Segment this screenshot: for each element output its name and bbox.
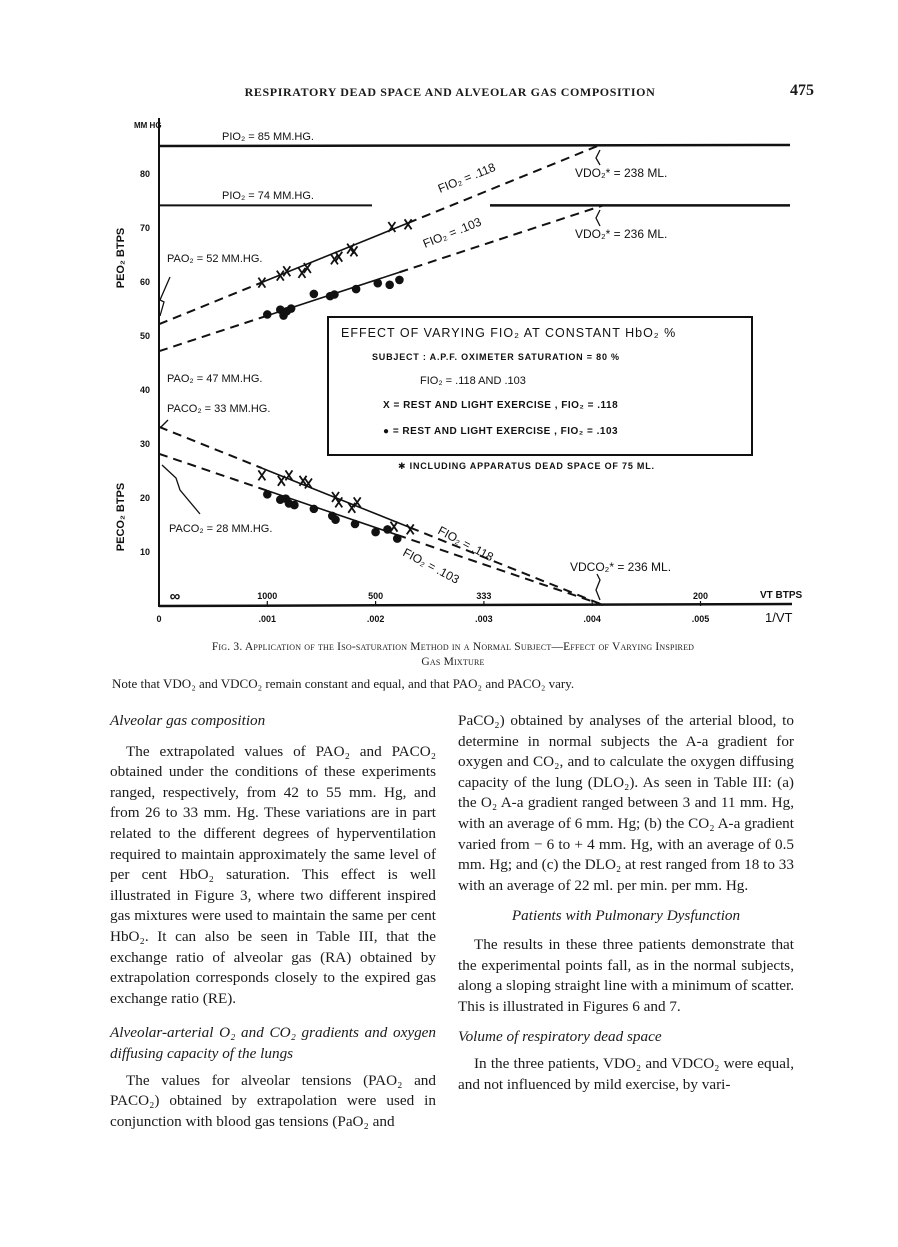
extrapolation-line — [159, 316, 267, 352]
x-axis-label: 1/VT — [765, 610, 793, 625]
vdo2-236-arrow — [596, 210, 600, 226]
paco2-28-arrow — [162, 465, 200, 514]
vt-tick-label: 200 — [692, 591, 709, 601]
data-point-dot — [290, 501, 299, 510]
legend-box — [328, 317, 752, 471]
data-point-dot — [330, 290, 339, 299]
figure-caption: Fig. 3. Application of the Iso-saturation Method in a Normal Subject—Effect of Varying Inspired — [211, 641, 695, 653]
data-point-dot — [351, 520, 360, 529]
vt-tick-label: 500 — [368, 591, 384, 601]
y-unit-label: MM HG — [134, 121, 162, 130]
y-tick-label: 30 — [139, 439, 150, 449]
data-point-dot — [371, 528, 380, 537]
y-label-co2: PECO₂ BTPS — [115, 482, 127, 552]
data-point-x — [388, 222, 395, 232]
vdco2-236-arrow — [596, 574, 600, 600]
legend-title: EFFECT OF VARYING FIO₂ AT CONSTANT HbO₂ % — [341, 326, 677, 340]
section-heading: Alveolar-arterial O₂ and CO₂ gradients and oxygen diffusing capacity of the lungs — [110, 1024, 436, 1062]
y-tick-label: 70 — [139, 223, 150, 233]
fio2-118-co2-label: FIO₂ = .118 — [435, 523, 496, 565]
legend-x-entry: X = REST AND LIGHT EXERCISE , FIO₂ = .118 — [383, 400, 619, 411]
pio2-74-label: PIO₂ = 74 MM.HG. — [222, 190, 314, 202]
vt-tick-label: 1000 — [257, 591, 278, 601]
figure-note: Note that VDO₂ and VDCO₂ remain constant and equal, and that PAO₂ and PACO₂ vary. — [112, 676, 575, 691]
x-tick-label: .002 — [366, 614, 385, 624]
vdco2-236-label: VDCO₂* = 236 ML. — [570, 560, 672, 574]
data-point-dot — [393, 534, 402, 543]
paragraph: In the three patients, VDO₂ and VDCO₂ were equal, and not influenced by mild exercise, by vari- — [458, 1054, 794, 1093]
x-tick-label: .005 — [691, 614, 710, 624]
data-point-x — [278, 476, 285, 486]
section-heading: Patients with Pulmonary Dysfunction — [511, 907, 741, 925]
pao2-47-label: PAO₂ = 47 MM.HG. — [167, 373, 263, 385]
paragraph: The extrapolated values of PAO₂ and PACO₂ obtained under the conditions of these experiments ranged, respectively, from 42 to 55 mm. Hg, and from 26 to 33 mm. Hg. These variations are in part related to the different degrees of hyperventilation required to maintain approximately the same level of per cent HbO₂ saturation. This effect is well illustrated in Figure 3, where two different inspired gas mixtures were used to maintain the same per cent HbO₂. It can also be seen in Table III, that the exchange ratio of alveolar gas (RA) obtained by extrapolation corresponds closely to the expired gas exchange ratio (RE). — [110, 742, 436, 1007]
y-label-o2: PEO₂ BTPS — [115, 227, 127, 289]
data-point-dot — [287, 304, 296, 313]
fio2-103-o2-label: FIO₂ = .103 — [420, 214, 484, 251]
pao2-52-arrow — [160, 277, 170, 316]
x-tick-label: .001 — [258, 614, 277, 624]
data-point-dot — [310, 505, 319, 514]
y-tick-label: 80 — [139, 169, 150, 179]
y-tick-label: 50 — [139, 331, 150, 341]
y-tick-label: 40 — [139, 385, 150, 395]
legend-subject: SUBJECT : A.P.F. OXIMETER SATURATION = 80 % — [372, 352, 620, 362]
data-point-dot — [373, 279, 382, 288]
section-heading: Volume of respiratory dead space — [458, 1028, 662, 1046]
vt-tick-label: 333 — [476, 591, 492, 601]
data-point-dot — [263, 490, 272, 499]
data-point-dot — [331, 515, 340, 524]
left-column — [110, 711, 436, 1132]
legend-dot-entry: ● = REST AND LIGHT EXERCISE , FIO₂ = .103 — [383, 426, 619, 437]
x-axis — [159, 604, 792, 606]
data-point-dot — [352, 285, 361, 294]
x-tick-label: 0 — [156, 614, 162, 624]
pio2-85-label: PIO₂ = 85 MM.HG. — [222, 131, 314, 143]
page-number: 475 — [790, 82, 814, 99]
vt-tick-label: ∞ — [169, 588, 181, 605]
vdo2-238-arrow — [596, 150, 600, 165]
y-tick-label: 10 — [139, 547, 150, 557]
paco2-28-label: PACO₂ = 28 MM.HG. — [169, 523, 273, 535]
data-point-dot — [383, 525, 392, 534]
fio2-118-o2-label: FIO₂ = .118 — [435, 160, 498, 196]
section-heading: Alveolar gas composition — [110, 712, 266, 729]
x-tick-label: .003 — [475, 614, 493, 624]
vt-axis-label: VT BTPS — [760, 590, 803, 601]
vdo2-238-label: VDO₂* = 238 ML. — [575, 166, 668, 180]
pao2-52-label: PAO₂ = 52 MM.HG. — [167, 253, 263, 265]
data-point-dot — [395, 276, 404, 285]
extrapolation-line — [159, 454, 267, 491]
fio2-103-co2-label: FIO₂ = .103 — [400, 545, 462, 587]
y-tick-label: 20 — [139, 493, 150, 503]
pio2-85-line — [159, 145, 790, 146]
data-point-dot — [310, 290, 319, 299]
legend-footnote: ✱ INCLUDING APPARATUS DEAD SPACE OF 75 ML. — [398, 461, 655, 471]
paco2-33-arrow — [160, 420, 168, 428]
paragraph: The values for alveolar tensions (PAO₂ and PACO₂) obtained by extrapolation were used in conjunction with blood gas tensions (PaO₂ and — [110, 1071, 436, 1130]
extrapolation-line — [159, 427, 262, 468]
x-tick-label: .004 — [583, 614, 601, 624]
data-point-dot — [385, 280, 394, 289]
running-title: RESPIRATORY DEAD SPACE AND ALVEOLAR GAS COMPOSITION — [244, 85, 656, 99]
figure-caption-line2: Gas Mixture — [421, 656, 485, 668]
paco2-33-label: PACO₂ = 33 MM.HG. — [167, 403, 271, 415]
series-o2-fio2-118 — [159, 146, 598, 324]
y-tick-label: 60 — [139, 277, 150, 287]
extrapolation-line — [159, 282, 262, 324]
right-column — [458, 711, 794, 1095]
vdo2-236-label: VDO₂* = 236 ML. — [575, 227, 668, 241]
data-point-dot — [263, 310, 272, 319]
legend-fio2: FIO₂ = .118 AND .103 — [420, 375, 526, 387]
paragraph: PaCO₂) obtained by analyses of the arterial blood, to determine in normal subjects the A-a gradient for oxygen and CO₂, and to calculate the oxygen diffusing capacity of the lung (DLO₂). As seen in Table III: (a) the O₂ A-a gradient ranged between 3 and 11 mm. Hg, with an average of 6 mm. Hg; (b) the CO₂ A-a gradient varied from − 6 to + 4 mm. Hg, with an average of 0.5 mm. Hg; and (c) the DLO₂ at rest ranged from 18 to 33 with an average of 22 ml. per min. per mm. Hg. — [458, 712, 794, 894]
paragraph: The results in these three patients demonstrate that the experimental points fall, as in the normal subjects, along a sloping straight line with a minimum of scatter. This is illustrated in Figures 6 and 7. — [458, 935, 794, 1015]
data-point-x — [258, 470, 265, 480]
